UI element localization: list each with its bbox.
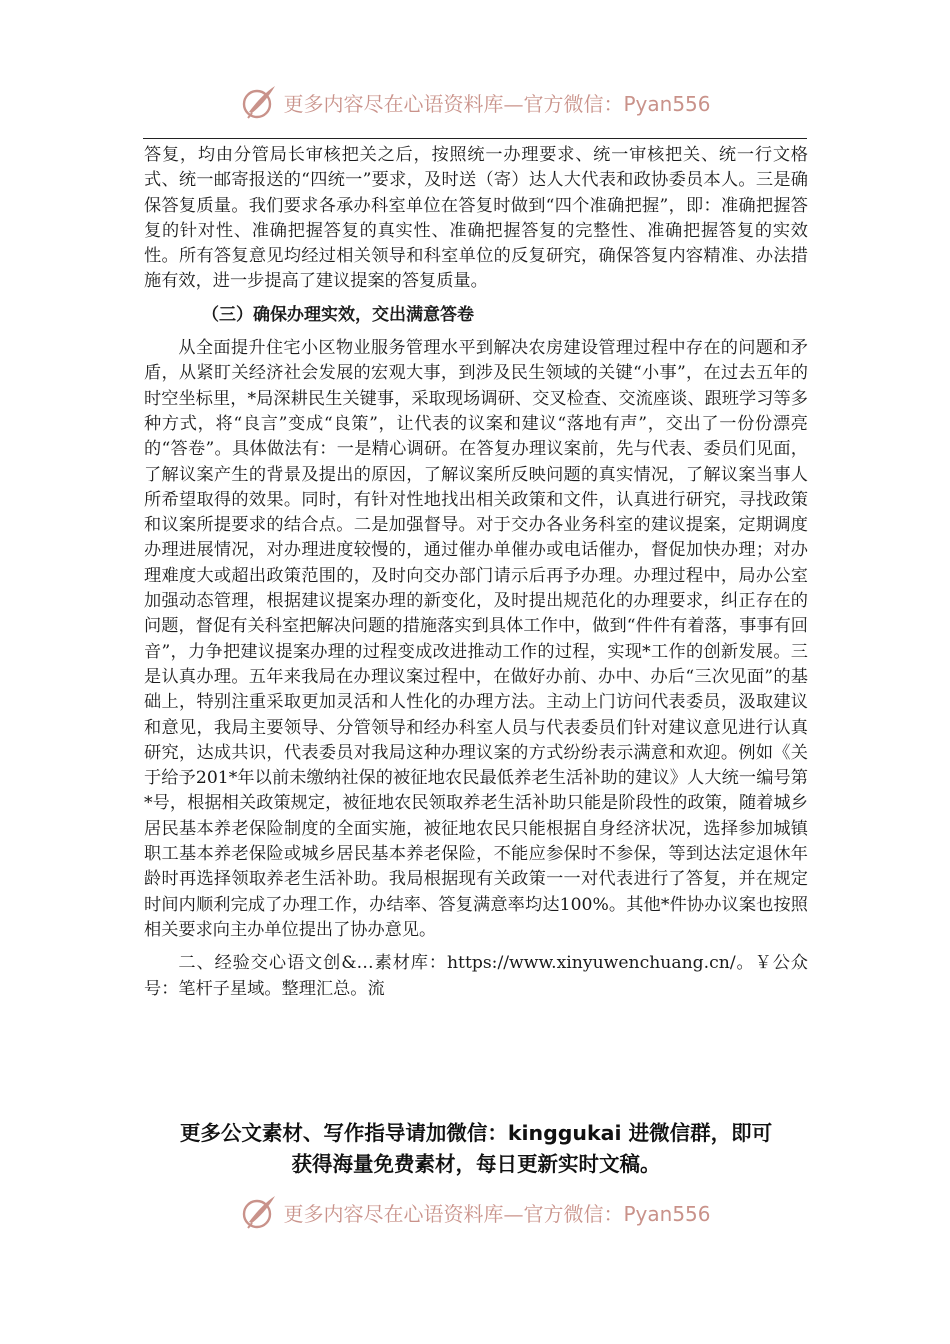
- quill-circle-logo-icon: [239, 1192, 279, 1232]
- banner-wechat-id: Pyan556: [623, 1201, 711, 1226]
- paragraph-1: 答复，均由分管局长审核把关之后，按照统一办理要求、统一审核把关、统一行文格式、统一邮寄报送的“四统一”要求，及时送（寄）达人大代表和政协委员本人。三是确保答复质量。我们要求各承办科室单位在答复时做到“四个准确把握”，即：准确把握答复的针对性、准确把握答复的真实性、准确把握答复的完整性、准确把握答复的实效性。所有答复意见均经过相关领导和科室单位的反复研究，确保答复内容精准、办法措施有效，进一步提高了建议提案的答复质量。: [144, 145, 808, 292]
- banner-text-cn: 更多内容尽在心语资料库—官方微信：: [283, 1201, 624, 1226]
- section-heading-3: （三）确保办理实效，交出满意答卷: [202, 304, 474, 325]
- paragraph-2: 从全面提升住宅小区物业服务管理水平到解决农房建设管理过程中存在的问题和矛盾，从紧盯关经济社会发展的宏观大事，到涉及民生领域的关键“小事”，在过去五年的时空坐标里，*局深耕民生关键事，采取现场调研、交叉检查、交流座谈、跟班学习等多种方式，将“良言”变成“良策”，让代表的议案和建议“落地有声”，交出了一份份漂亮的“答卷”。具体做法有：一是精心调研。在答复办理议案前，先与代表、委员们见面，了解议案产生的背景及提出的原因，了解议案所反映问题的真实情况，了解议案当事人所希望取得的效果。同时，有针对性地找出相关政策和文件，认真进行研究，寻找政策和议案所提要求的结合点。二是加强督导。对于交办各业务科室的建议提案，定期调度办理进展情况，对办理进度较慢的，通过催办单催办或电话催办，督促加快办理；对办理难度大或超出政策范围的，及时向交办部门请示后再予办理。办理过程中，局办公室加强动态管理，根据建议提案办理的新变化，及时提出规范化的办理要求，纠正存在的问题，督促有关科室把解决问题的措施落实到具体工作中，做到“件件有着落，事事有回音”，力争把建议提案办理的过程变成改进推动工作的过程，实现*工作的创新发展。三是认真办理。五年来我局在办理议案过程中，在做好办前、办中、办后“三次见面”的基础上，特别注重采取更加灵活和人性化的办理方法。主动上门访问代表委员，汲取建议和意见，我局主要领导、分管领导和经办科室人员与代表委员们针对建议意见进行认真研究，达成共识，代表委员对我局这种办理议案的方式纷纷表示满意和欢迎。例如《关于给予201*年以前未缴纳社保的被征地农民最低养老生活补助的建议》人大统一编号第*号，根据相关政策规定，被征地农民领取养老生活补助只能是阶段性的政策，随着城乡居民基本养老保险制度的全面实施，被征地农民只能根据自身经济状况，选择参加城镇职工基本养老保险或城乡居民基本养老保险，不能应参保时不参保，等到达法定退休年龄时再选择领取养老生活补助。我局根据现有关政策一一对代表进行了答复，并在规定时间内顺利完成了办理工作，办结率、答复满意率均达100%。其他*件协办议案也按照相关要求向主办单位提出了协办意见。: [144, 338, 808, 940]
- document-body: [144, 143, 808, 1002]
- promo-block: [144, 1118, 808, 1180]
- banner-text: [283, 88, 710, 117]
- paragraph-3: 二、经验交心语文创&…素材库：https://www.xinyuwenchuang.cn/。￥公众号：笔杆子星域。整理汇总。流: [144, 953, 808, 999]
- header-banner: [0, 80, 950, 124]
- banner-wechat-id: Pyan556: [623, 91, 711, 116]
- banner-text: [283, 1198, 710, 1227]
- footer-banner: [0, 1190, 950, 1234]
- quill-circle-logo-icon: [239, 82, 279, 122]
- banner-text-cn: 更多内容尽在心语资料库—官方微信：: [283, 91, 624, 116]
- header-divider: [143, 138, 807, 139]
- promo-line-2: 获得海量免费素材，每日更新实时文稿。: [291, 1152, 661, 1176]
- promo-line-1: 更多公文素材、写作指导请加微信：kinggukai 进微信群，即可: [179, 1121, 773, 1145]
